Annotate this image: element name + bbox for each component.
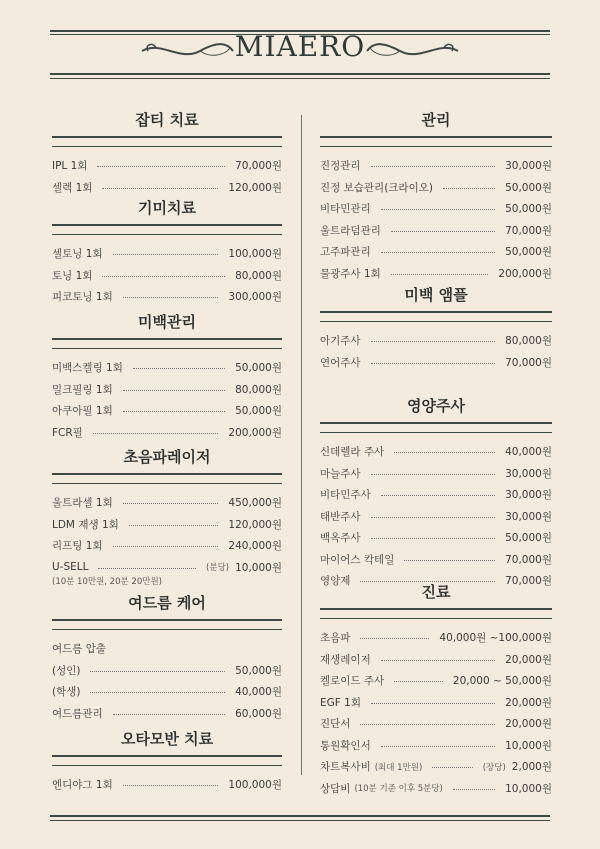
- item-price: 120,000원: [228, 181, 282, 194]
- item-price: 30,000원: [505, 467, 552, 480]
- item-price: 20,000원: [505, 653, 552, 666]
- menu-item: [320, 778, 552, 800]
- item-name: 상담비: [320, 782, 351, 795]
- item-name: 울트라덤관리: [320, 224, 381, 237]
- menu-item: [52, 514, 282, 536]
- dotted-leader: [97, 166, 225, 167]
- section-heading: 오타모반 치료: [120, 730, 214, 748]
- item-unit: (분당): [206, 563, 230, 574]
- menu-section: [320, 580, 552, 799]
- item-price: 50,000원: [505, 203, 552, 216]
- item-name: (학생): [52, 686, 81, 699]
- menu-item: [52, 774, 282, 796]
- section-heading: 미백관리: [138, 313, 196, 331]
- item-name: 신데렐라 주사: [320, 446, 385, 459]
- section-rule: [320, 311, 552, 322]
- dotted-leader: [371, 517, 496, 518]
- item-price: 20,000원: [505, 696, 552, 709]
- dotted-leader: [371, 474, 496, 475]
- menu-section: [52, 108, 282, 198]
- item-price: 120,000원: [228, 518, 282, 531]
- item-name: 켈로이드 주사: [320, 675, 385, 688]
- item-price: 80,000원: [505, 335, 552, 348]
- item-name: FCR필: [52, 426, 83, 439]
- item-name: 연어주사: [320, 356, 361, 369]
- dotted-leader: [123, 297, 219, 298]
- menu-item: [320, 463, 552, 485]
- bottom-rule: [50, 815, 550, 817]
- item-price: 60,000원: [235, 707, 282, 720]
- menu-section: [52, 196, 282, 308]
- item-name: 진정관리: [320, 160, 361, 173]
- dotted-leader: [381, 209, 495, 210]
- bottom-rule-thin: [50, 820, 550, 821]
- menu-item: [320, 198, 552, 220]
- menu-item: [320, 713, 552, 735]
- menu-item: [320, 756, 552, 778]
- item-name: 리프팅 1회: [52, 540, 103, 553]
- item-name: 진단서: [320, 718, 351, 731]
- section-heading: 미백 앰플: [404, 286, 468, 304]
- menu-item: [52, 379, 282, 401]
- menu-item: [320, 441, 552, 463]
- menu-item: [52, 286, 282, 308]
- menu-item: [52, 638, 282, 660]
- header-rule: [50, 73, 550, 75]
- menu-item: [52, 422, 282, 444]
- item-price: 300,000원: [228, 291, 282, 304]
- item-price: 80,000원: [235, 383, 282, 396]
- item-price: 70,000원: [505, 575, 552, 588]
- item-name: 태반주사: [320, 510, 361, 523]
- item-price: 10,000원: [505, 739, 552, 752]
- menu-section: [320, 108, 552, 284]
- section-rule: [52, 224, 282, 235]
- item-price: 30,000원: [505, 510, 552, 523]
- dotted-leader: [98, 568, 196, 569]
- item-name: 백옥주사: [320, 532, 361, 545]
- dotted-leader: [123, 390, 225, 391]
- item-price: 20,000원: [505, 718, 552, 731]
- menu-item: [52, 703, 282, 725]
- dotted-leader: [381, 746, 495, 747]
- item-name: 토닝 1회: [52, 269, 93, 282]
- section-rule: [52, 619, 282, 630]
- dotted-leader: [133, 368, 225, 369]
- menu-section: [52, 591, 282, 724]
- section-rule: [52, 473, 282, 484]
- section-heading: 관리: [421, 111, 451, 129]
- menu-item: [52, 492, 282, 514]
- menu-section: [52, 445, 282, 589]
- menu-item: [52, 155, 282, 177]
- section-rule: [320, 136, 552, 147]
- item-name: 아기주사: [320, 335, 361, 348]
- item-price: 240,000원: [228, 540, 282, 553]
- item-name: 여드름관리: [52, 707, 103, 720]
- item-price: 2,000원: [511, 761, 552, 774]
- dotted-leader: [123, 411, 225, 412]
- menu-item: [320, 670, 552, 692]
- section-rule: [320, 608, 552, 619]
- item-name: 밀크필링 1회: [52, 383, 113, 396]
- item-name: 울트라셀 1회: [52, 497, 113, 510]
- menu-item: [320, 735, 552, 757]
- dotted-leader: [360, 638, 429, 639]
- menu-item: [320, 506, 552, 528]
- dotted-leader: [394, 681, 443, 682]
- menu-section: [320, 394, 552, 592]
- menu-item: [320, 263, 552, 285]
- page-title: MIAERO: [234, 30, 366, 63]
- item-price: 200,000원: [498, 267, 552, 280]
- item-note: (10분 기준 이후 5분당): [354, 784, 443, 795]
- menu-item: [52, 265, 282, 287]
- item-price: 20,000 ~ 50,000원: [452, 675, 552, 688]
- menu-item: [320, 649, 552, 671]
- item-price: 100,000원: [228, 779, 282, 792]
- item-name: 물광주사 1회: [320, 267, 381, 280]
- menu-section: [52, 310, 282, 443]
- menu-item: [52, 681, 282, 703]
- item-price: 50,000원: [235, 664, 282, 677]
- dotted-leader: [432, 767, 472, 768]
- item-unit: (장당): [482, 762, 506, 773]
- menu-item: [320, 220, 552, 242]
- section-heading: 초음파레이저: [123, 448, 211, 466]
- item-name: 비타민주사: [320, 489, 371, 502]
- item-name: EGF 1회: [320, 696, 361, 709]
- item-name: 아쿠아필 1회: [52, 405, 113, 418]
- dotted-leader: [90, 692, 225, 693]
- item-price: 10,000원: [505, 782, 552, 795]
- item-name: IPL 1회: [52, 160, 88, 173]
- item-name: 여드름 압출: [52, 643, 107, 656]
- dotted-leader: [371, 341, 496, 342]
- menu-item: [320, 352, 552, 374]
- item-note: (최대 1만원): [374, 762, 423, 773]
- item-name: 셀토닝 1회: [52, 248, 103, 261]
- dotted-leader: [123, 785, 219, 786]
- dotted-leader: [93, 433, 219, 434]
- dotted-leader: [391, 231, 495, 232]
- dotted-leader: [123, 503, 219, 504]
- item-name: 마이어스 칵테일: [320, 553, 395, 566]
- section-rule: [52, 338, 282, 349]
- dotted-leader: [371, 703, 495, 704]
- section-note: (10분 10만원, 20분 20만원): [52, 577, 162, 587]
- dotted-leader: [381, 252, 495, 253]
- dotted-leader: [443, 188, 495, 189]
- menu-item: [320, 484, 552, 506]
- dotted-leader: [394, 452, 495, 453]
- menu-item: [52, 400, 282, 422]
- item-price: 40,000원: [505, 446, 552, 459]
- dotted-leader: [381, 660, 495, 661]
- dotted-leader: [113, 546, 219, 547]
- section-heading: 진료: [421, 583, 451, 601]
- dotted-leader: [381, 495, 495, 496]
- header-rule-thin: [50, 78, 550, 79]
- item-name: 비타민관리: [320, 203, 371, 216]
- item-price: 200,000원: [228, 426, 282, 439]
- item-name: 마늘주사: [320, 467, 361, 480]
- right-flourish-icon: [365, 38, 460, 64]
- menu-item: [320, 241, 552, 263]
- item-name: 초음파: [320, 632, 351, 645]
- menu-item: [52, 535, 282, 557]
- menu-item: [52, 357, 282, 379]
- item-price: 30,000원: [505, 489, 552, 502]
- item-price: 40,000원: [235, 686, 282, 699]
- item-name: LDM 재생 1회: [52, 518, 119, 531]
- item-price: 50,000원: [235, 362, 282, 375]
- dotted-leader: [102, 188, 218, 189]
- item-name: 피코토닝 1회: [52, 291, 113, 304]
- menu-item: [320, 330, 552, 352]
- menu-item: [320, 627, 552, 649]
- dotted-leader: [371, 363, 496, 364]
- menu-item: [320, 177, 552, 199]
- dotted-leader: [371, 538, 496, 539]
- item-price: 80,000원: [235, 269, 282, 282]
- item-price: 70,000원: [235, 160, 282, 173]
- menu-section: [52, 727, 282, 796]
- item-name: 진정 보습관리(크라이오): [320, 181, 433, 194]
- dotted-leader: [113, 254, 219, 255]
- section-heading: 여드름 케어: [128, 594, 206, 612]
- item-name: 미백스켈링 1회: [52, 362, 123, 375]
- dotted-leader: [453, 789, 495, 790]
- section-rule: [52, 755, 282, 766]
- menu-item: [320, 692, 552, 714]
- item-price: 70,000원: [505, 553, 552, 566]
- menu-section: [320, 283, 552, 373]
- item-price: 50,000원: [505, 246, 552, 259]
- menu-item: [320, 155, 552, 177]
- dotted-leader: [113, 714, 225, 715]
- item-price: 100,000원: [228, 248, 282, 261]
- dotted-leader: [391, 274, 489, 275]
- item-price: 450,000원: [228, 497, 282, 510]
- section-heading: 잡티 치료: [135, 111, 199, 129]
- dotted-leader: [129, 525, 219, 526]
- menu-item: [320, 549, 552, 571]
- item-price: 50,000원: [235, 405, 282, 418]
- dotted-leader: [371, 166, 496, 167]
- item-price: 50,000원: [505, 532, 552, 545]
- item-name: 고주파관리: [320, 246, 371, 259]
- menu-item: [320, 527, 552, 549]
- item-price: 10,000원: [235, 561, 282, 574]
- item-name: 재생레이저: [320, 653, 371, 666]
- menu-item: [52, 243, 282, 265]
- item-name: 영양제: [320, 575, 351, 588]
- menu-item: [52, 177, 282, 199]
- menu-item: [52, 660, 282, 682]
- dotted-leader: [90, 671, 225, 672]
- item-name: 엔디야그 1회: [52, 779, 113, 792]
- column-divider: [301, 115, 302, 775]
- section-heading: 기미치료: [138, 199, 196, 217]
- dotted-leader: [360, 724, 495, 725]
- item-name: U-SELL: [52, 561, 89, 574]
- item-price: 40,000원 ~100,000원: [439, 632, 552, 645]
- dotted-leader: [102, 276, 225, 277]
- item-price: 50,000원: [505, 181, 552, 194]
- section-rule: [52, 136, 282, 147]
- item-name: 통원확인서: [320, 739, 371, 752]
- item-name: 차트복사비: [320, 761, 371, 774]
- item-name: (성인): [52, 664, 81, 677]
- item-price: 70,000원: [505, 356, 552, 369]
- item-price: 70,000원: [505, 224, 552, 237]
- section-rule: [320, 422, 552, 433]
- item-price: 30,000원: [505, 160, 552, 173]
- dotted-leader: [404, 560, 495, 561]
- section-heading: 영양주사: [407, 397, 465, 415]
- item-name: 셀렉 1회: [52, 181, 93, 194]
